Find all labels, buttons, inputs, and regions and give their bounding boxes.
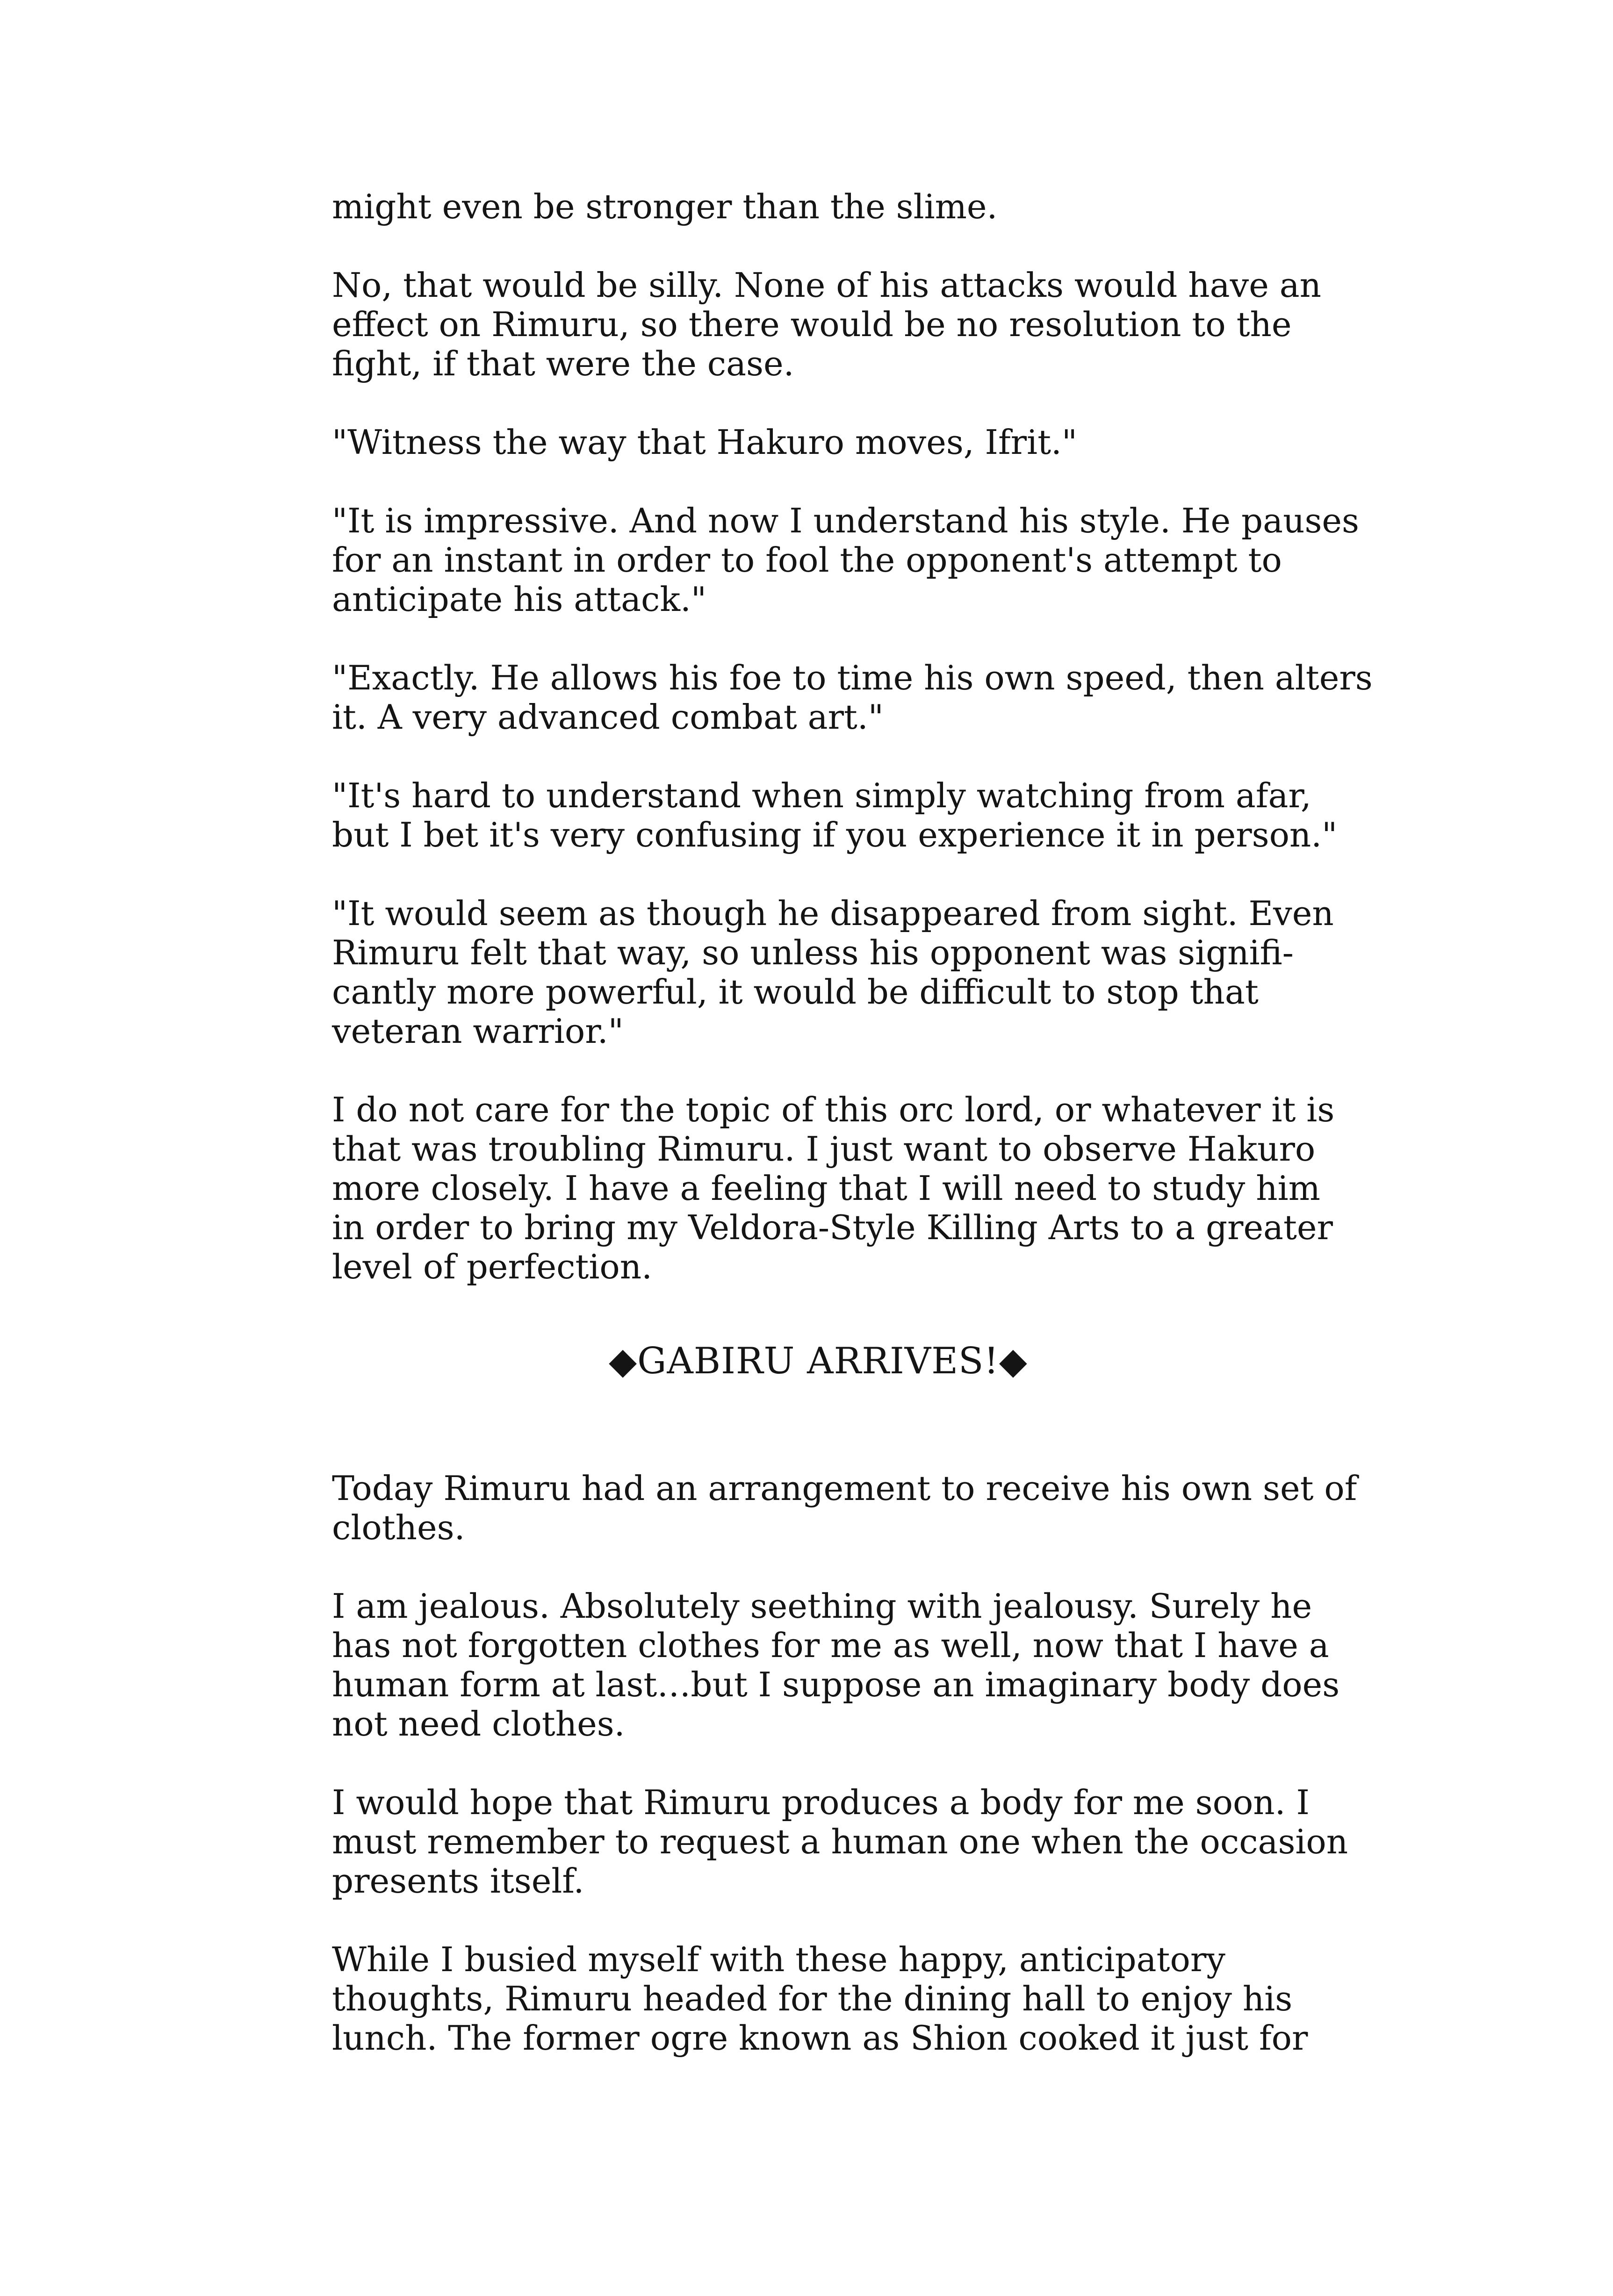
text-line: Today Rimuru had an arrangement to receive his own set of: [332, 1469, 1357, 1508]
text-line: lunch. The former ogre known as Shion cooked it just for: [332, 2018, 1308, 2058]
text-line: veteran warrior.": [332, 1012, 624, 1051]
text-line: but I bet it's very confusing if you experience it in person.": [332, 815, 1338, 854]
text-line: has not forgotten clothes for me as well, now that I have a: [332, 1626, 1329, 1665]
text-line: human form at last…but I suppose an imaginary body does: [332, 1665, 1340, 1704]
text-line: must remember to request a human one when the occasion: [332, 1822, 1348, 1861]
text-line: it. A very advanced combat art.": [332, 697, 884, 737]
text-line: I would hope that Rimuru produces a body for me soon. I: [332, 1783, 1310, 1822]
paragraph: [332, 894, 1334, 1051]
paragraph: [332, 776, 1338, 854]
text-line: "Exactly. He allows his foe to time his own speed, then alters: [332, 658, 1373, 697]
paragraph: [332, 1090, 1335, 1286]
text-line: No, that would be silly. None of his attacks would have an: [332, 265, 1321, 305]
paragraph: [332, 1783, 1348, 1901]
paragraph: [332, 1469, 1357, 1547]
text-line: While I busied myself with these happy, anticipatory: [332, 1940, 1225, 1979]
text-line: in order to bring my Veldora-Style Killing Arts to a greater: [332, 1208, 1333, 1247]
text-line: might even be stronger than the slime.: [332, 187, 998, 226]
text-line: that was troubling Rimuru. I just want to observe Hakuro: [332, 1129, 1316, 1169]
section-heading: ◆GABIRU ARRIVES!◆: [609, 1340, 1028, 1382]
text-line: effect on Rimuru, so there would be no resolution to the: [332, 305, 1292, 344]
text-line: for an instant in order to fool the opponent's attempt to: [332, 540, 1282, 580]
text-line: "It would seem as though he disappeared from sight. Even: [332, 894, 1334, 933]
text-line: "Witness the way that Hakuro moves, Ifrit.": [332, 423, 1078, 462]
text-line: I do not care for the topic of this orc lord, or whatever it is: [332, 1090, 1335, 1129]
text-line: Rimuru felt that way, so unless his opponent was signifi-: [332, 933, 1294, 972]
text-line: "It's hard to understand when simply watching from afar,: [332, 776, 1311, 815]
text-line: clothes.: [332, 1508, 465, 1547]
text-line: more closely. I have a feeling that I will need to study him: [332, 1169, 1320, 1208]
paragraph: [332, 187, 1304, 226]
text-line: fight, if that were the case.: [332, 344, 794, 383]
text-line: I am jealous. Absolutely seething with jealousy. Surely he: [332, 1586, 1312, 1626]
text-line: "It is impressive. And now I understand his style. He pauses: [332, 501, 1359, 540]
paragraph: [332, 1586, 1340, 1744]
paragraph: [332, 1940, 1308, 2058]
paragraph: [332, 265, 1321, 383]
text-line: thoughts, Rimuru headed for the dining hall to enjoy his: [332, 1979, 1293, 2018]
paragraph: [332, 501, 1359, 619]
text-line: anticipate his attack.": [332, 580, 706, 619]
text-line: presents itself.: [332, 1861, 584, 1901]
text-line: level of perfection.: [332, 1247, 652, 1286]
body-text-column: [332, 187, 1373, 2097]
section-heading-container: [332, 1340, 1304, 1382]
text-line: cantly more powerful, it would be difficult to stop that: [332, 972, 1259, 1012]
paragraph: [332, 423, 1304, 462]
paragraph: [332, 658, 1373, 737]
text-line: not need clothes.: [332, 1704, 625, 1744]
